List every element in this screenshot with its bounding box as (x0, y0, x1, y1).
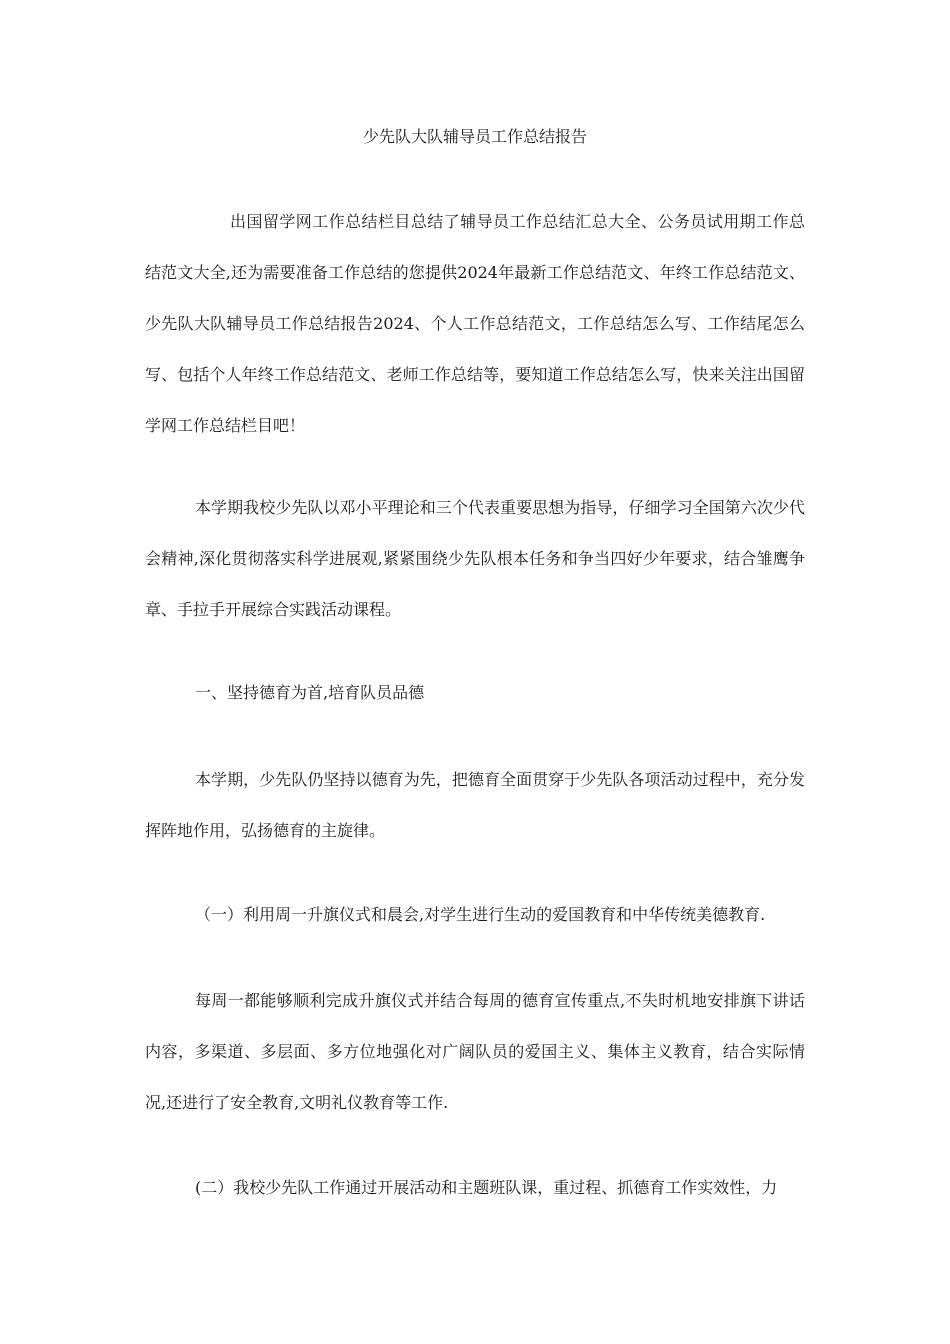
body-paragraph-moral-priority: 本学期，少先队仍坚持以德育为先，把德育全面贯穿于少先队各项活动过程中，充分发挥阵地作用，弘扬德育的主旋律。 (145, 770, 805, 840)
subheading-flag-ceremony: （一）利用周一升旗仪式和晨会,对学生进行生动的爱国教育和中华传统美德教育. (195, 905, 766, 924)
section-heading-moral-education: 一、坚持德育为首,培育队员品德 (195, 683, 425, 702)
body-paragraph-guidance: 本学期我校少先队以邓小平理论和三个代表重要思想为指导，仔细学习全国第六次少代会精神,深化贯彻落实科学进展观,紧紧围绕少先队根本任务和争当四好少年要求，结合雏鹰争章、手拉手开展综合实践活动课程。 (145, 498, 805, 619)
intro-paragraph: 出国留学网工作总结栏目总结了辅导员工作总结汇总大全、公务员试用期工作总结范文大全,还为需要准备工作总结的您提供2024年最新工作总结范文、年终工作总结范文、少先队大队辅导员工作总结报告2024、个人工作总结范文，工作总结怎么写、工作结尾怎么写、包括个人年终工作总结范文、老师工作总结等，要知道工作总结怎么写，快来关注出国留学网工作总结栏目吧！ (145, 212, 805, 435)
document-title: 少先队大队辅导员工作总结报告 (362, 127, 587, 146)
subheading-activities: (二）我校少先队工作通过开展活动和主题班队课，重过程、抓德育工作实效性，力 (195, 1178, 778, 1197)
body-paragraph-weekly-ceremony: 每周一都能够顺利完成升旗仪式并结合每周的德育宣传重点,不失时机地安排旗下讲话内容，多渠道、多层面、多方位地强化对广阔队员的爱国主义、集体主义教育，结合实际情况,还进行了安全教育,文明礼仪教育等工作. (145, 991, 805, 1112)
